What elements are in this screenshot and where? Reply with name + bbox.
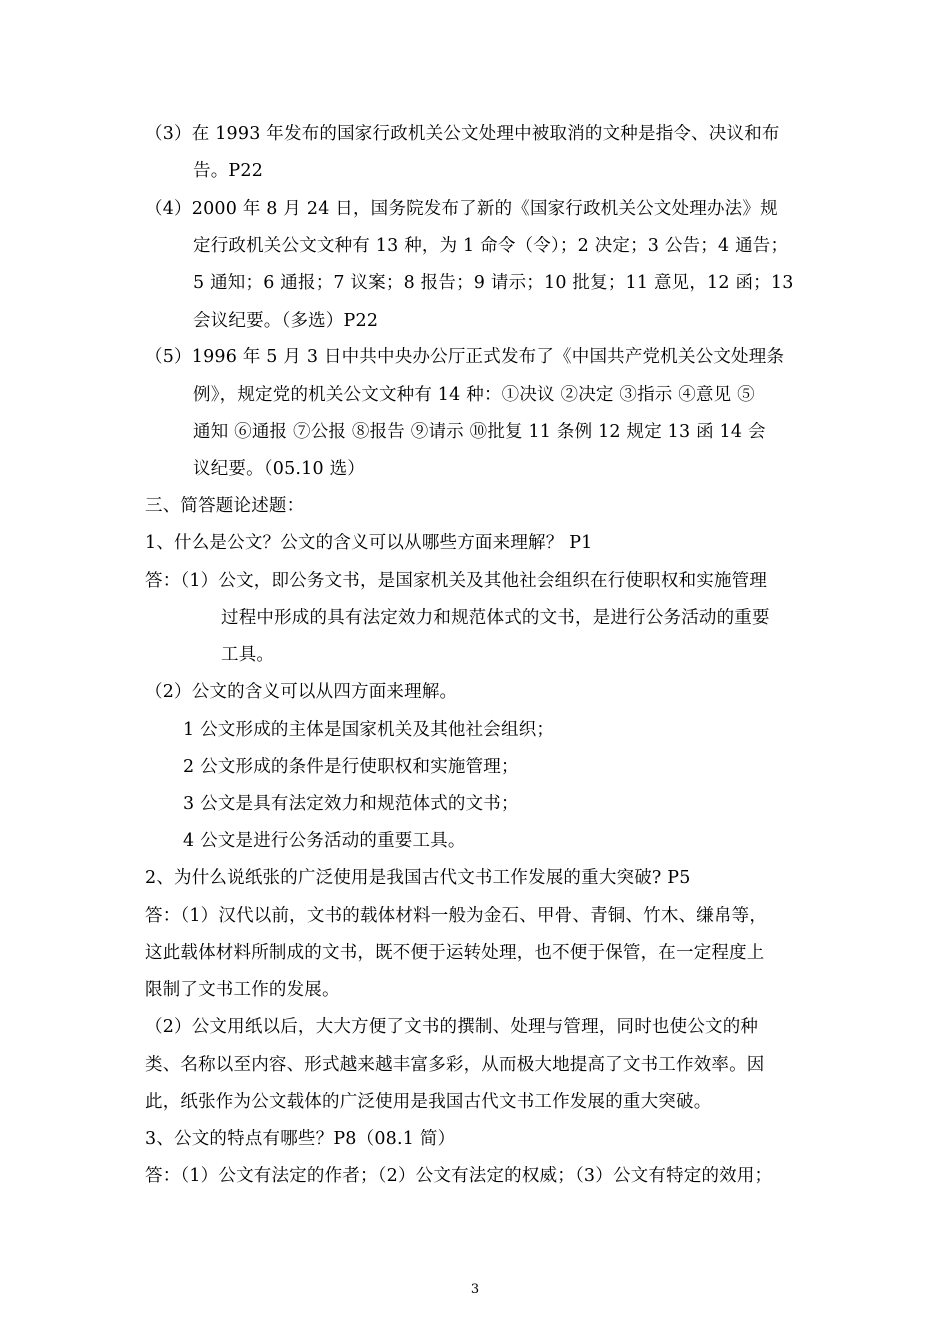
- text-line: 此，纸张作为公文载体的广泛使用是我国古代文书工作发展的重大突破。: [145, 1092, 712, 1112]
- text-line: （3）在 1993 年发布的国家行政机关公文处理中被取消的文种是指令、决议和布: [145, 124, 780, 144]
- list-item: 1 公文形成的主体是国家机关及其他社会组织；: [183, 720, 555, 740]
- question-title: 1、什么是公文？公文的含义可以从哪些方面来理解？ P1: [145, 533, 593, 553]
- text-line: 类、名称以至内容、形式越来越丰富多彩，从而极大地提高了文书工作效率。因: [145, 1055, 765, 1075]
- text-line: 定行政机关公文文种有 13 种，为 1 命令（令）；2 决定；3 公告；4 通告；: [193, 236, 789, 256]
- text-line: 答：（1）公文有法定的作者；（2）公文有法定的权威；（3）公文有特定的效用；: [145, 1166, 773, 1186]
- text-line: （2）公文用纸以后，大大方便了文书的撰制、处理与管理，同时也使公文的种: [145, 1017, 759, 1037]
- list-item: 3 公文是具有法定效力和规范体式的文书；: [183, 794, 519, 814]
- list-item: 2 公文形成的条件是行使职权和实施管理；: [183, 757, 519, 777]
- text-line: 会议纪要。（多选）P22: [193, 311, 379, 331]
- question-title: 2、为什么说纸张的广泛使用是我国古代文书工作发展的重大突破? P5: [145, 868, 691, 888]
- list-item: 4 公文是进行公务活动的重要工具。: [183, 831, 466, 851]
- text-line: 过程中形成的具有法定效力和规范体式的文书，是进行公务活动的重要: [221, 608, 770, 628]
- text-line: 告。P22: [193, 161, 264, 181]
- question-title: 3、公文的特点有哪些？P8（08.1 简）: [145, 1129, 456, 1149]
- text-line: （5）1996 年 5 月 3 日中共中央办公厅正式发布了《中国共产党机关公文处理条: [145, 347, 785, 367]
- text-line: 这此载体材料所制成的文书，既不便于运转处理，也不便于保管，在一定程度上: [145, 943, 765, 963]
- text-line: 工具。: [221, 645, 275, 665]
- section-heading: 三、简答题论述题：: [145, 496, 305, 516]
- text-line: （2）公文的含义可以从四方面来理解。: [145, 682, 458, 702]
- text-line: 通知 ⑥通报 ⑦公报 ⑧报告 ⑨请示 ⑩批复 11 条例 12 规定 13 函 14 会: [193, 422, 766, 442]
- text-line: 议纪要。（05.10 选）: [193, 459, 366, 479]
- page-number: 3: [470, 1282, 480, 1297]
- text-line: 答：（1）汉代以前，文书的载体材料一般为金石、甲骨、青铜、竹木、缣帛等，: [145, 906, 768, 926]
- text-line: 限制了文书工作的发展。: [145, 980, 340, 1000]
- text-line: 5 通知；6 通报；7 议案；8 报告；9 请示；10 批复；11 意见，12 函；13: [193, 273, 794, 293]
- text-line: 答：（1）公文，即公务文书，是国家机关及其他社会组织在行使职权和实施管理: [145, 571, 768, 591]
- text-line: 例》，规定党的机关公文文种有 14 种：①决议 ②决定 ③指示 ④意见 ⑤: [193, 385, 755, 405]
- text-line: （4）2000 年 8 月 24 日，国务院发布了新的《国家行政机关公文处理办法》规: [145, 199, 778, 219]
